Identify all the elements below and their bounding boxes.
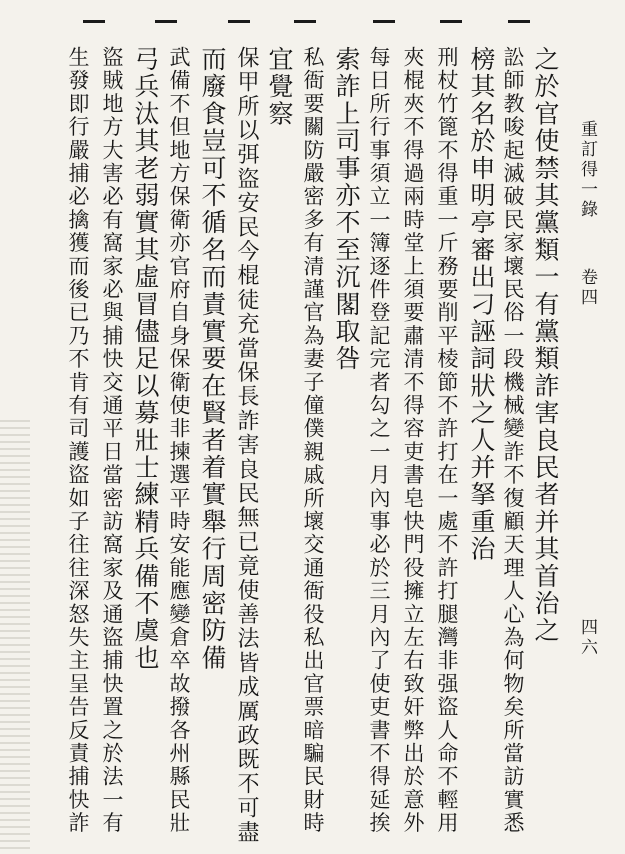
book-title: 重訂得一錄 [577,120,597,220]
text-column: 弓兵汰其老弱實其虛冒儘足以募壯士練精兵備不虞也 [131,46,160,672]
text-column: 之於官使禁其黨類一有黨類詐害良民者并其首治之 [531,46,560,645]
column-marker [155,20,177,23]
column-marker [228,20,250,23]
text-column: 宜覺察 [265,46,294,128]
column-marker [440,20,462,23]
text-column: 刑杖竹篦不得重一斤務要削平棱節不許打在一處不許打腿灣非强盜人命不輕用 [435,46,459,835]
volume-label: 卷四 [577,268,597,308]
text-column: 夾棍夾不得過兩時堂上須要肅清不得容吏書皂快門役擁立左右致奸弊出於意外 [401,46,425,835]
text-column: 武備不但地方保衛亦官府自身保衛使非揀選平時安能應變倉卒故撥各州縣民壯 [167,46,191,835]
text-column: 而廢食豈可不循名而責實要在賢者着實舉行周密防備 [198,46,227,672]
column-marker [83,20,105,23]
text-column: 訟師教唆起滅破民家壞民俗一段機械變詐不復顧天理人心為何物矣所當訪實悉 [501,46,525,835]
text-column: 盜賊地方大害必有窩家必與捕快交通平日當密訪窩家及通盜捕快置之於法一有 [100,46,124,835]
page-number: 四六 [577,618,597,658]
text-column: 私衙要關防嚴密多有清謹官為妻子僮僕親戚所壞交通衙役私出官票暗騙民財時 [301,46,325,835]
text-column: 生發即行嚴捕必擒獲而後已乃不肯有司護盜如子往往深怒失主呈告反責捕快詐 [66,46,90,835]
scan-edge-noise [0,420,30,850]
text-column: 索詐上司事亦不至沉閣取咎 [332,46,361,373]
text-column: 每日所行事須立一簿逐件登記完者勾之一月內事必於三月內了使吏書不得延挨 [367,46,391,835]
column-marker [508,20,530,23]
column-marker [294,20,316,23]
text-column: 保甲所以弭盜安民今棍徒充當保長詐害良民無已竟使善法皆成厲政既不可盡 [234,46,259,845]
column-marker [373,20,395,23]
text-column: 榜其名於申明亭審出刁誣詞狀之人并拏重治 [467,46,496,563]
